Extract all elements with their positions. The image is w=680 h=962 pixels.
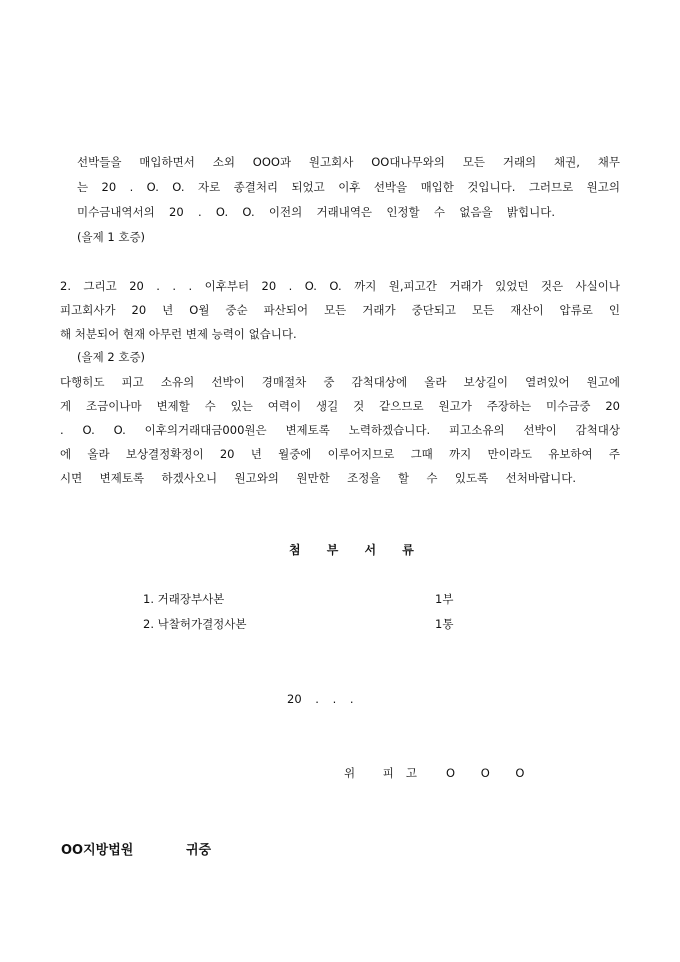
paragraph2-line-2: 피고회사가 20 년 O월 중순 파산되어 모든 거래가 중단되고 모든 재산이 압류로 인 — [60, 303, 620, 317]
paragraph1-line-2: 는 20 . O. O. 자로 종결처리 되었고 이후 선박을 매입한 것입니다. 그러므로 원고의 — [77, 180, 620, 194]
paragraph2-line-3: 해 처분되어 현재 아무런 변제 능력이 없습니다. — [60, 327, 297, 341]
paragraph3-line-1: 다행히도 피고 소유의 선박이 경매절차 중 감척대상에 올라 보상길이 열려있어 원고에 — [60, 375, 620, 389]
paragraph1-line-3: 미수금내역서의 20 . O. O. 이전의 거래내역은 인정할 수 없음을 밝힙니다. — [77, 205, 555, 219]
paragraph1-evidence: (을제 1 호증) — [77, 230, 146, 244]
court-suffix: 귀중 — [186, 843, 212, 858]
paragraph2-line-1: 2. 그리고 20 . . . 이후부터 20 . O. O. 까지 원,피고간 거래가 있었던 것은 사실이나 — [60, 279, 620, 293]
attachments-title: 첨 부 서 류 — [289, 543, 425, 557]
document-date: 20 . . . — [287, 692, 354, 706]
court-name: OO지방법원 — [61, 843, 134, 858]
signer-name: O O O — [446, 766, 536, 780]
attachment-item-count: 1통 — [435, 617, 454, 631]
attachment-item-name: 2. 낙찰허가결정사본 — [143, 617, 247, 631]
paragraph3-line-3: . O. O. 이후의거래대금000원은 변제토록 노력하겠습니다. 피고소유의 선박이 감척대상 — [60, 423, 620, 437]
attachment-item-name: 1. 거래장부사본 — [143, 592, 225, 606]
paragraph3-line-5: 시면 변제토록 하겠사오니 원고와의 원만한 조정을 할 수 있도록 선처바랍니다. — [60, 471, 576, 485]
paragraph3-line-2: 게 조금이나마 변제할 수 있는 여력이 생길 것 같으므로 원고가 주장하는 미수금중 20 — [60, 399, 620, 413]
paragraph1-line-1: 선박들을 매입하면서 소외 OOO과 원고회사 OO대나무와의 모든 거래의 채권, 채무 — [77, 155, 620, 169]
signer-role: 위 피고 — [344, 766, 429, 780]
attachment-item-count: 1부 — [435, 592, 454, 606]
paragraph3-line-4: 에 올라 보상결정확정이 20 년 월중에 이루어지므로 그때 까지 만이라도 유보하여 주 — [60, 447, 620, 461]
paragraph2-evidence: (을제 2 호증) — [77, 350, 146, 364]
